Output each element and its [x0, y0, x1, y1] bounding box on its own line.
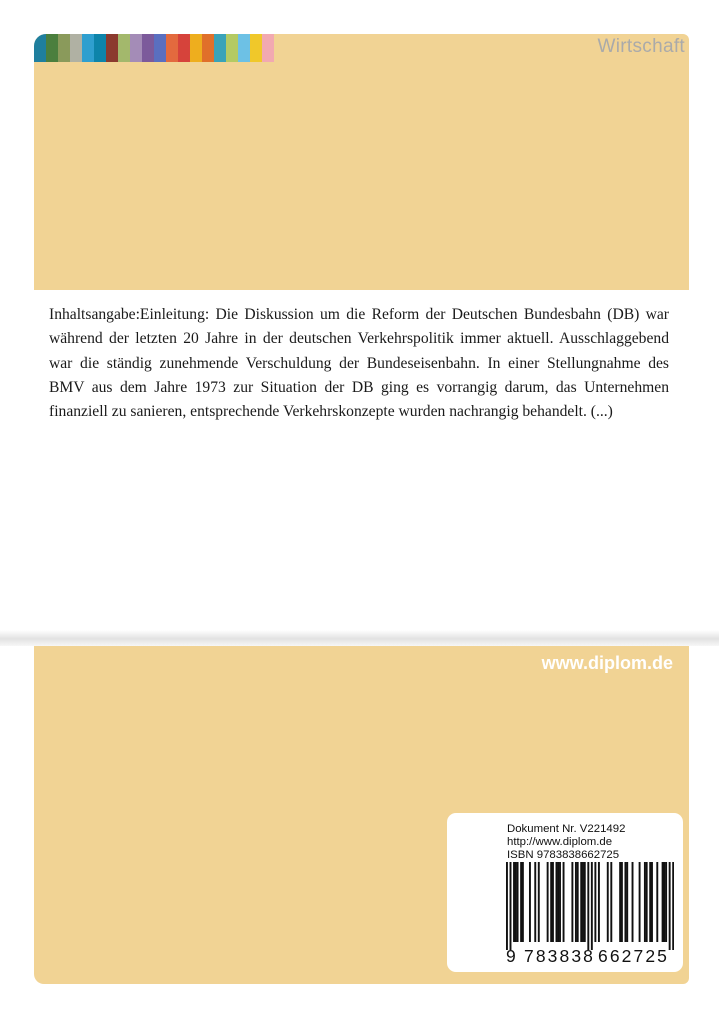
- barcode-bar: [552, 862, 554, 942]
- color-stripe: [94, 34, 106, 62]
- color-stripe: [130, 34, 142, 62]
- color-stripe: [250, 34, 262, 62]
- isbn-digits-left: 783838: [524, 946, 595, 966]
- barcode-bar: [598, 862, 600, 942]
- barcode-bar: [529, 862, 531, 942]
- barcode-bar: [649, 862, 651, 942]
- barcode-bar: [582, 862, 584, 942]
- barcode-bar: [522, 862, 524, 942]
- isbn-first-digit: 9: [506, 946, 516, 966]
- barcode-bar: [610, 862, 612, 942]
- barcode-bar: [594, 862, 596, 942]
- color-stripe: [202, 34, 214, 62]
- color-stripe: [82, 34, 94, 62]
- barcode-bar: [547, 862, 549, 942]
- barcode-bar: [538, 862, 540, 942]
- barcode-bar: [663, 862, 665, 942]
- barcode-bar: [662, 862, 664, 942]
- publisher-website: www.diplom.de: [541, 653, 673, 673]
- barcode-bar: [672, 862, 674, 950]
- document-number: Dokument Nr. V221492: [507, 823, 626, 835]
- barcode-bar: [656, 862, 658, 942]
- color-stripe: [166, 34, 178, 62]
- barcode-bar: [587, 862, 589, 950]
- barcode-bar: [575, 862, 577, 942]
- color-stripe: [238, 34, 250, 62]
- color-stripe: [70, 34, 82, 62]
- barcode-bar: [520, 862, 522, 942]
- barcode-bar: [626, 862, 628, 942]
- barcode-bar: [624, 862, 626, 942]
- barcode-bar: [517, 862, 519, 942]
- color-stripe: [58, 34, 70, 62]
- barcode-bar: [646, 862, 648, 942]
- barcode-bar: [665, 862, 667, 942]
- barcode-bar: [632, 862, 634, 942]
- panel-shadow: [0, 630, 719, 646]
- cover-top-panel: [34, 34, 689, 290]
- color-stripe: [106, 34, 118, 62]
- barcode-bar: [584, 862, 586, 942]
- barcode-bar: [644, 862, 646, 942]
- publisher-url: http://www.diplom.de: [507, 836, 613, 848]
- barcode-bar: [510, 862, 512, 950]
- isbn-digits-right: 662725: [598, 946, 669, 966]
- barcode-bar: [550, 862, 552, 942]
- barcode-bar: [515, 862, 517, 942]
- barcode-bar: [556, 862, 558, 942]
- barcode-bar: [506, 862, 508, 950]
- color-stripe: [190, 34, 202, 62]
- barcode-bar: [621, 862, 623, 942]
- barcode-bar: [559, 862, 561, 942]
- barcode-bar: [591, 862, 593, 950]
- category-label: Wirtschaft: [597, 36, 685, 57]
- barcode-bar: [651, 862, 653, 942]
- color-stripe: [178, 34, 190, 62]
- barcode-bar: [580, 862, 582, 942]
- isbn-barcode: [506, 862, 674, 950]
- color-stripe: [226, 34, 238, 62]
- barcode-bar: [557, 862, 559, 942]
- color-stripe: [118, 34, 130, 62]
- barcode-bar: [607, 862, 609, 942]
- color-stripe: [46, 34, 58, 62]
- isbn-text: ISBN 9783838662725: [507, 849, 620, 861]
- color-stripe: [214, 34, 226, 62]
- color-stripe: [154, 34, 166, 62]
- barcode-bar: [619, 862, 621, 942]
- color-stripe: [262, 34, 274, 62]
- barcode-bar: [669, 862, 671, 950]
- barcode-bar: [513, 862, 515, 942]
- abstract-text: Inhaltsangabe:Einleitung: Die Diskussion um die Reform der Deutschen Bundesbahn (DB) war während der letzten 20 Jahre in der deutschen Verkehrspolitik immer aktuell. Ausschlaggebend war die ständig zunehmende Verschuldung der Bundeseisenbahn. In einer Stellungnahme des BMV aus dem Jahre 1973 zur Situation der DB ging es vorrangig darum, das Unternehmen finanziell zu sanieren, entsprechende Verkehrskonzepte wurden nachrangig behandelt. (...): [49, 306, 669, 421]
- color-stripe: [34, 34, 46, 62]
- color-stripes: [34, 34, 274, 62]
- barcode-bar: [571, 862, 573, 942]
- barcode-bar: [563, 862, 565, 942]
- barcode-bar: [534, 862, 536, 942]
- barcode-bar: [639, 862, 641, 942]
- barcode-bar: [577, 862, 579, 942]
- color-stripe: [142, 34, 154, 62]
